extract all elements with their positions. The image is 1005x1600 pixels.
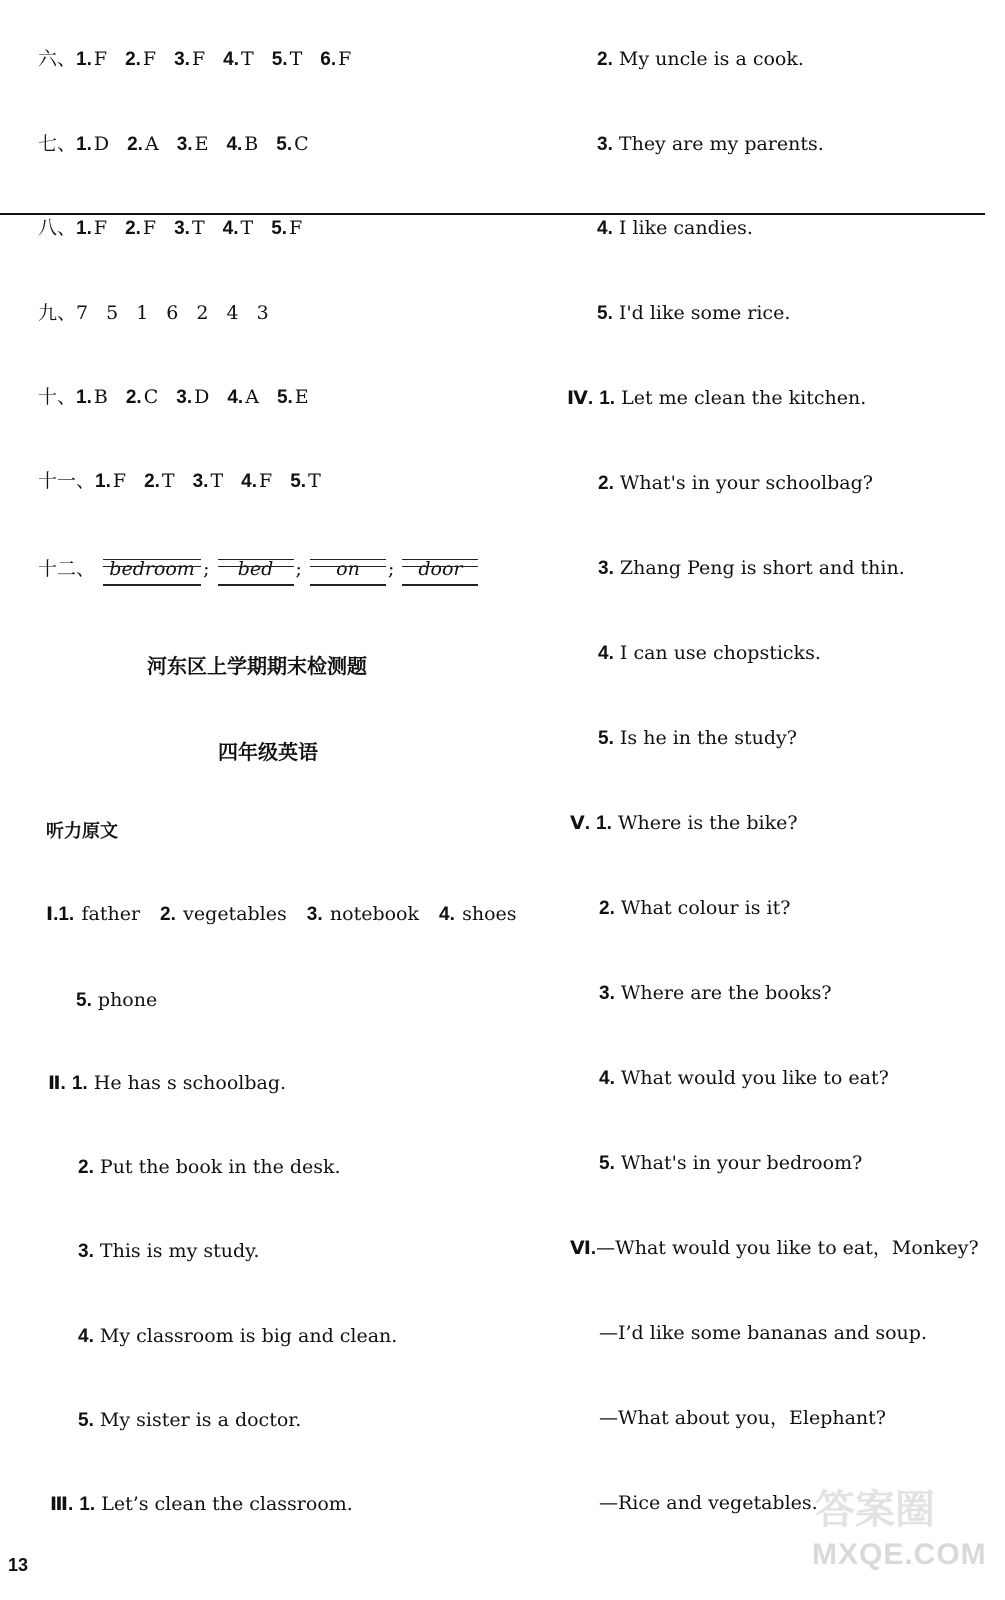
- section-4-line-4: 4. I can use chopsticks.: [598, 642, 821, 664]
- section-4-line-1: Ⅳ. 1. Let me clean the kitchen.: [567, 387, 867, 409]
- section-5-line-4: 4. What would you like to eat?: [599, 1067, 889, 1089]
- answer-item: 5. C: [276, 133, 309, 155]
- answer-item: 5. T: [271, 48, 303, 70]
- section-6-line-3: —What about you，Elephant?: [599, 1407, 886, 1429]
- vocab-item: 2. vegetables: [160, 903, 287, 925]
- answer-items: [76, 302, 287, 324]
- section-5-line-5: 5. What's in your bedroom?: [599, 1152, 863, 1174]
- section-3-line-3: 3. They are my parents.: [597, 133, 824, 155]
- section-3-line-4: 4. I like candies.: [597, 217, 753, 239]
- section-6-line-1: Ⅵ.—What would you like to eat，Monkey?: [570, 1237, 979, 1259]
- answer-item: 2. F: [125, 48, 157, 70]
- answer-item: 4. T: [222, 217, 254, 239]
- answer-row-8: 八、1. F 2. F 3. T 4. T 5. F: [38, 215, 320, 242]
- answer-row-6: 六、1. F 2. F 3. F 4. T 5. T 6. F: [38, 46, 369, 73]
- section-5-line-2: 2. What colour is it?: [599, 897, 791, 919]
- answer-items: [76, 217, 320, 239]
- section-6-line-4: —Rice and vegetables.: [599, 1492, 818, 1514]
- answer-item: 5: [106, 302, 119, 324]
- answer-item: 5. T: [290, 470, 321, 492]
- answer-item: 4. T: [223, 48, 254, 70]
- listening-heading: 听力原文: [46, 821, 118, 842]
- answer-items: [76, 386, 327, 408]
- page-number: 13: [8, 1555, 29, 1575]
- fill-in-blank: bedroom: [103, 556, 201, 586]
- vocab-item: 3. notebook: [306, 903, 419, 925]
- answer-item: 3. T: [192, 470, 224, 492]
- answer-item: 1. D: [76, 133, 110, 155]
- watermark-site: MXQE.COM: [812, 1538, 987, 1571]
- answer-items: [76, 48, 369, 70]
- answer-item: 3: [256, 302, 269, 324]
- answer-row-10: 十、1. B 2. C 3. D 4. A 5. E: [38, 384, 327, 411]
- answer-item: 1: [136, 302, 149, 324]
- section-1-item-5: 5. phone: [76, 989, 158, 1011]
- answer-item: 2: [196, 302, 209, 324]
- answer-row-9: 九、7 5 1 6 2 4 3: [38, 300, 287, 326]
- section-1-items: [58, 903, 536, 925]
- answer-item: 2. A: [127, 133, 159, 155]
- section-4-line-5: 5. Is he in the study?: [598, 727, 797, 749]
- vocab-item: 1. father: [58, 903, 141, 925]
- answer-row-11: 十一、1. F 2. T 3. T 4. F 5. T: [38, 468, 339, 495]
- answer-item: 4. B: [226, 133, 259, 155]
- answer-item: 3. E: [176, 133, 209, 155]
- answer-item: 1. F: [76, 48, 108, 70]
- section-4-line-3: 3. Zhang Peng is short and thin.: [598, 557, 905, 579]
- answer-item: 6. F: [320, 48, 352, 70]
- answer-item: 3. F: [174, 48, 206, 70]
- answer-item: 3. D: [176, 386, 210, 408]
- section-2-line-2: 2. Put the book in the desk.: [78, 1156, 341, 1178]
- answer-item: 4: [226, 302, 239, 324]
- vocab-item: 4. shoes: [439, 903, 517, 925]
- section-2-line-3: 3. This is my study.: [78, 1240, 260, 1262]
- section-2-line-5: 5. My sister is a doctor.: [78, 1409, 302, 1431]
- answer-item: 2. C: [125, 386, 159, 408]
- answer-item: 1. F: [95, 470, 127, 492]
- answer-item: 6: [166, 302, 179, 324]
- section-3-line-2: 2. My uncle is a cook.: [597, 48, 804, 70]
- exam-subtitle: 四年级英语: [218, 740, 318, 764]
- answer-item: 1. B: [76, 386, 108, 408]
- answer-item: 2. T: [144, 470, 175, 492]
- answer-item: 5. F: [271, 217, 303, 239]
- section-2-line-4: 4. My classroom is big and clean.: [78, 1325, 398, 1347]
- section-5-line-3: 3. Where are the books?: [599, 982, 832, 1004]
- fill-in-blank: door: [402, 556, 478, 586]
- section-4-line-2: 2. What's in your schoolbag?: [598, 472, 873, 494]
- exam-title: 河东区上学期期末检测题: [147, 654, 367, 678]
- answer-item: 5. E: [276, 386, 309, 408]
- watermark-logo: 答案圈: [815, 1487, 935, 1533]
- fill-in-row: 十二、 bedroom ; bed ; on ; door: [38, 556, 480, 586]
- answer-item: 1. F: [76, 217, 108, 239]
- answer-item: 4. A: [227, 386, 259, 408]
- section-5-line-1: Ⅴ. 1. Where is the bike?: [570, 812, 798, 834]
- fill-in-blank: on: [310, 556, 386, 586]
- answer-item: 4. F: [241, 470, 273, 492]
- section-6-line-2: —I’d like some bananas and soup.: [599, 1322, 927, 1344]
- answer-items: [95, 470, 339, 492]
- answer-row-7: 七、1. D 2. A 3. E 4. B 5. C: [38, 131, 327, 158]
- answer-item: 2. F: [125, 217, 157, 239]
- fill-in-blank: bed: [218, 556, 294, 586]
- section-2-line-1: Ⅱ. 1. He has s schoolbag.: [48, 1072, 287, 1094]
- answer-items: [76, 133, 327, 155]
- answer-item: 7: [76, 302, 89, 324]
- section-3-line-1: Ⅲ. 1. Let’s clean the classroom.: [50, 1493, 353, 1515]
- section-3-line-5: 5. I'd like some rice.: [597, 302, 791, 324]
- answer-item: 3. T: [174, 217, 205, 239]
- section-1-row: Ⅰ.1. father 2. vegetables 3. notebook 4. shoes: [46, 901, 537, 928]
